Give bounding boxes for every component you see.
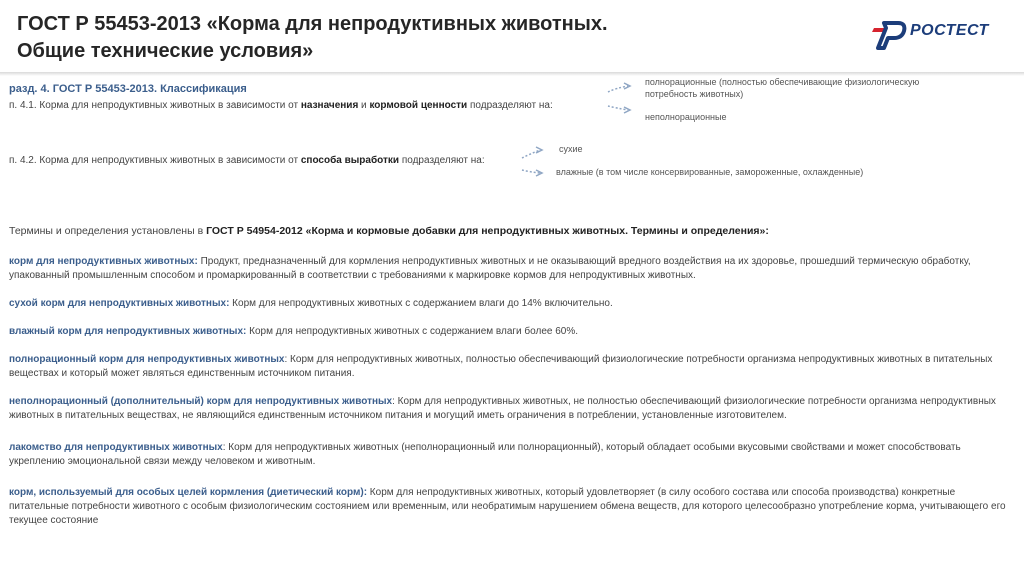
clause-4-1-text: п. 4.1. Корма для непродуктивных животных в зависимости от: [9, 100, 301, 111]
definition-text: : Корм для непродуктивных животных (неполнорационный или полнорационный), который обладает особыми вкусовыми свойствами и может способствовать укреплению эмоциональной связи между человеком и животным.: [9, 442, 961, 467]
rostest-logo-icon: [872, 20, 908, 50]
rostest-logo: [872, 20, 1007, 50]
definition-item: [9, 297, 1009, 311]
definition-text: Корм для непродуктивных животных с содержанием влаги более 60%.: [246, 326, 579, 337]
definition-text: Корм для непродуктивных животных с содержанием влаги до 14% включительно.: [229, 298, 613, 309]
arrow-icon: [520, 142, 554, 180]
option-wet: влажные (в том числе консервированные, замороженные, охлажденные): [556, 167, 864, 177]
definition-term: сухой корм для непродуктивных животных:: [9, 298, 230, 309]
terms-intro: [9, 225, 1009, 237]
clause-4-2: [9, 155, 485, 166]
definition-text: Продукт, предназначенный для кормления непродуктивных животных и не оказывающий вредного воздействия на их здоровье, прошедший термическую обработку, упакованный промышленным способом и промаркированный в соответствии с требованиями к маркировке кормов для непродуктивных животных.: [9, 256, 971, 281]
clause-4-1-tail: подразделяют на:: [467, 100, 553, 111]
terms-intro-standard: ГОСТ Р 54954-2012 «Корма и кормовые добавки для непродуктивных животных. Термины и определения»:: [206, 225, 769, 237]
definition-item: [9, 486, 1009, 528]
definition-text: : Корм для непродуктивных животных, полностью обеспечивающий физиологические потребности организма непродуктивных животных в питательных веществах и который может являться единственным источником питания.: [9, 354, 993, 379]
slide-title: [17, 11, 608, 65]
arrow-icon: [606, 80, 640, 116]
clause-4-2-method: способа выработки: [300, 155, 400, 166]
definition-term: неполнорационный (дополнительный) корм для непродуктивных животных: [9, 396, 393, 407]
logo-text: РОСТЕСТ: [910, 22, 989, 39]
clause-4-1-conj: и: [358, 100, 370, 111]
option-complete-line2: потребность животных): [645, 89, 744, 99]
slide-title-line1: ГОСТ Р 55453-2013 «Корма для непродуктивных животных.: [17, 13, 608, 35]
clause-4-2-tail: подразделяют на:: [399, 155, 485, 166]
slide-title-line2: Общие технические условия»: [17, 40, 314, 62]
definition-term: корм, используемый для особых целей кормления (диетический корм):: [9, 487, 368, 498]
definition-text: : Корм для непродуктивных животных, не полностью обеспечивающий физиологические потребности организма непродуктивных животных в питательных веществах, не являющийся единственным источником питания и могущий иметь ограничения в потреблении, установленные изготовителем.: [9, 396, 996, 421]
clause-4-2-text: п. 4.2. Корма для непродуктивных животных в зависимости от: [9, 155, 301, 166]
terms-intro-text: Термины и определения установлены в: [9, 225, 207, 237]
definition-item: [9, 353, 1009, 381]
definition-item: [9, 255, 1009, 283]
definition-term: влажный корм для непродуктивных животных:: [9, 326, 247, 337]
definition-item: [9, 441, 1009, 469]
section-title: разд. 4. ГОСТ Р 55453-2013. Классификация: [9, 83, 247, 95]
option-complete-line1: полнорационные (полностью обеспечивающие физиологическую: [645, 77, 920, 87]
option-dry: сухие: [559, 144, 583, 154]
clause-4-1-purpose: назначения: [300, 100, 359, 111]
option-incomplete-feed: неполнорационные: [645, 112, 727, 122]
definition-term: корм для непродуктивных животных:: [9, 256, 198, 267]
clause-4-1-value: кормовой ценности: [369, 100, 468, 111]
definition-term: полнорационный корм для непродуктивных животных: [9, 354, 285, 365]
definition-item: [9, 325, 1009, 339]
option-complete-feed: [645, 76, 919, 100]
definition-text: Корм для непродуктивных животных, который удовлетворяет (в силу особого состава или способа производства) конкретные питательные потребности животного с особым физиологическим состоянием или временным, или необратимым нарушением обмена веществ, для которого целесообразно употребление корма, учитывающего его текущее состояние: [9, 487, 1006, 526]
clause-4-1: [9, 100, 553, 111]
slide-header: [0, 0, 1024, 72]
definition-term: лакомство для непродуктивных животных: [9, 442, 223, 453]
definition-item: [9, 395, 1009, 423]
